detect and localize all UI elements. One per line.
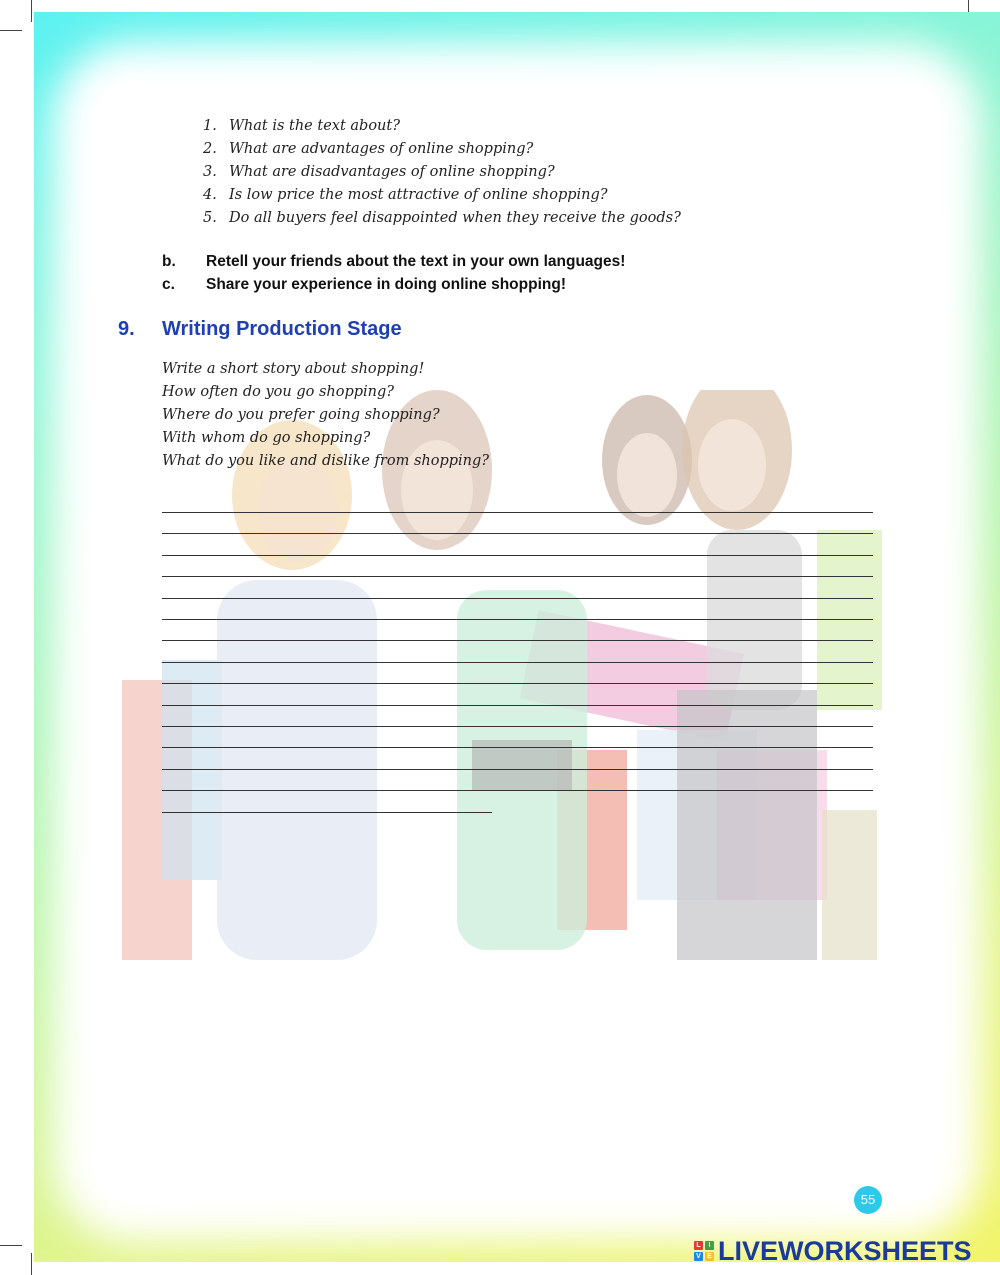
prompt-line: Where do you prefer going shopping? [162,407,440,423]
brand-name: LIVEWORKSHEETS [718,1235,972,1266]
prompt-line: With whom do go shopping? [162,430,371,446]
prompt-line: Write a short story about shopping! [162,361,425,377]
writing-line[interactable] [162,812,492,813]
writing-line[interactable] [162,662,873,663]
prompt-line: How often do you go shopping? [162,384,395,400]
liveworksheets-logo-icon [694,1241,714,1261]
writing-line[interactable] [162,598,873,599]
writing-line[interactable] [162,726,873,727]
question-text: What is the text about? [229,118,400,134]
writing-line[interactable] [162,705,873,706]
logo-letter: L [694,1241,703,1250]
writing-line[interactable] [162,555,873,556]
brand-footer [694,1236,972,1266]
list-item: 5. Do all buyers feel disappointed when they receive the goods? [203,210,681,226]
list-item: 3. What are disadvantages of online shopping? [203,164,555,180]
writing-line[interactable] [162,640,873,641]
writing-line[interactable] [162,576,873,577]
writing-line[interactable] [162,533,873,534]
task-c: c. Share your experience in doing online shopping! [162,276,566,293]
question-text: Do all buyers feel disappointed when they receive the goods? [229,210,681,226]
writing-line[interactable] [162,512,873,513]
writing-line[interactable] [162,683,873,684]
comprehension-questions [203,116,681,231]
logo-letter: E [705,1252,714,1261]
logo-letter: V [694,1252,703,1261]
writing-prompts [162,358,489,473]
list-item: 1. What is the text about? [203,118,400,134]
task-b: b. Retell your friends about the text in your own languages! [162,253,626,270]
section-number: 9. [118,318,135,340]
question-text: What are disadvantages of online shopping? [229,164,555,180]
task-text: Retell your friends about the text in your own languages! [206,253,626,270]
prompt-line: What do you like and dislike from shopping? [162,453,490,469]
writing-line[interactable] [162,790,873,791]
writing-line[interactable] [162,747,873,748]
writing-line[interactable] [162,619,873,620]
list-item: 2. What are advantages of online shopping? [203,141,534,157]
writing-line[interactable] [162,769,873,770]
list-item: 4. Is low price the most attractive of online shopping? [203,187,608,203]
logo-letter: I [705,1241,714,1250]
section-heading [118,318,402,341]
section-title: Writing Production Stage [162,318,402,340]
task-text: Share your experience in doing online shopping! [206,276,566,293]
page-number-badge: 55 [854,1186,882,1214]
question-text: What are advantages of online shopping? [229,141,534,157]
question-text: Is low price the most attractive of online shopping? [229,187,608,203]
